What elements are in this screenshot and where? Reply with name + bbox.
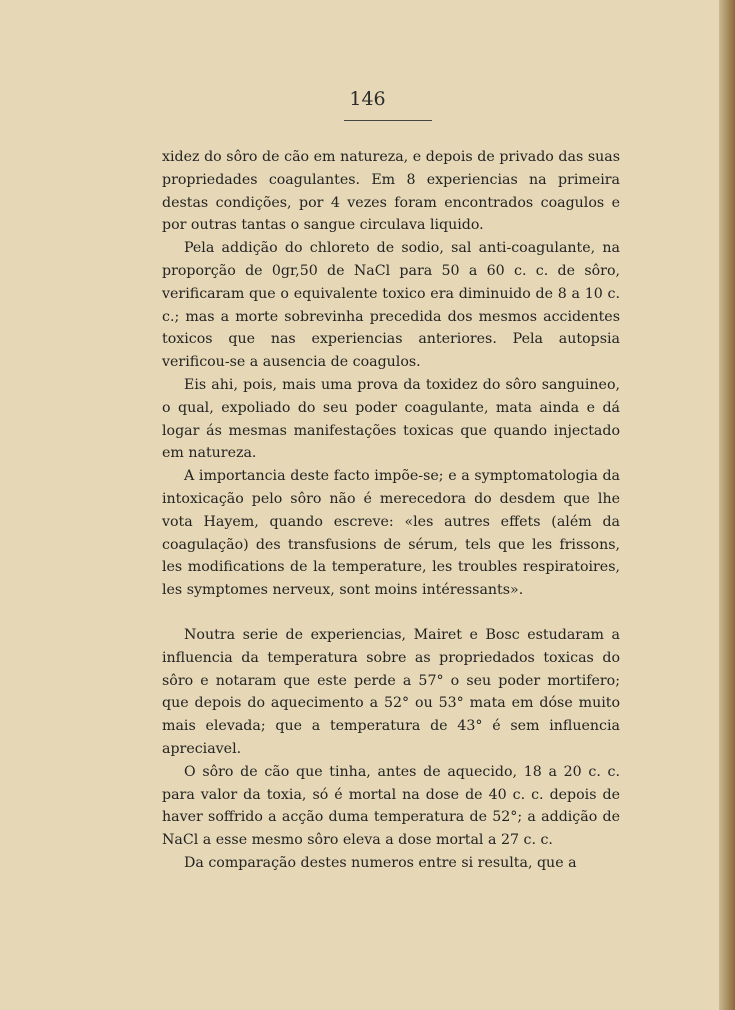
paragraph-6: O sôro de cão que tinha, antes de aquecido, 18 a 20 c. c. para valor da toxia, só é mortal na dose de 40 c. c. depois de haver soffrido a acção duma temperatura de 52°; a addição de NaCl a esse mesmo sôro eleva a dose mortal a 27 c. c. [162, 763, 620, 849]
page-number-rule [344, 120, 432, 121]
paragraph-1: xidez do sôro de cão em natureza, e depois de privado das suas propriedades coagulantes. Em 8 experiencias na primeira destas condições, por 4 vezes foram encontrados coagulos e por outras tantas o sangue circulava liquido. [162, 149, 620, 234]
page-number: 146 [349, 88, 386, 110]
body-text [162, 146, 620, 875]
paragraph-3: Eis ahi, pois, mais uma prova da toxidez do sôro sanguineo, o qual, expoliado do seu poder coagulante, mata ainda e dá logar ás mesmas manifestações toxicas que quando injectado em natureza. [162, 376, 620, 462]
page-edge [719, 0, 735, 1010]
paragraph-5: Noutra serie de experiencias, Mairet e Bosc estudaram a influencia da temperatura sobre as propriedados toxicas do sôro e notaram que este perde a 57° o seu poder mortifero; que depois do aquecimento a 52° ou 53° mata em dóse muito mais elevada; que a temperatura de 43° é sem influencia apreciavel. [162, 626, 620, 757]
paragraph-4: A importancia deste facto impõe-se; e a symptomatologia da intoxicação pelo sôro não é merecedora do desdem que lhe vota Hayem, quando escreve: «les autres effets (além da coagulação) des transfusions de sérum, tels que les frissons, les modifications de la temperature, les troubles respiratoires, les symptomes nerveux, sont moins intéressants». [162, 468, 620, 599]
paragraph-2: Pela addição do chloreto de sodio, sal anti-coagulante, na proporção de 0gr,50 de NaCl para 50 a 60 c. c. de sôro, verificaram que o equivalente toxico era diminuido de 8 a 10 c. c.; mas a morte sobrevinha precedida dos mesmos accidentes toxicos que nas experiencias anteriores. Pela autopsia verificou-se a ausencia de coagulos. [162, 240, 620, 371]
paragraph-7: Da comparação destes numeros entre si resulta, que a [184, 854, 577, 871]
